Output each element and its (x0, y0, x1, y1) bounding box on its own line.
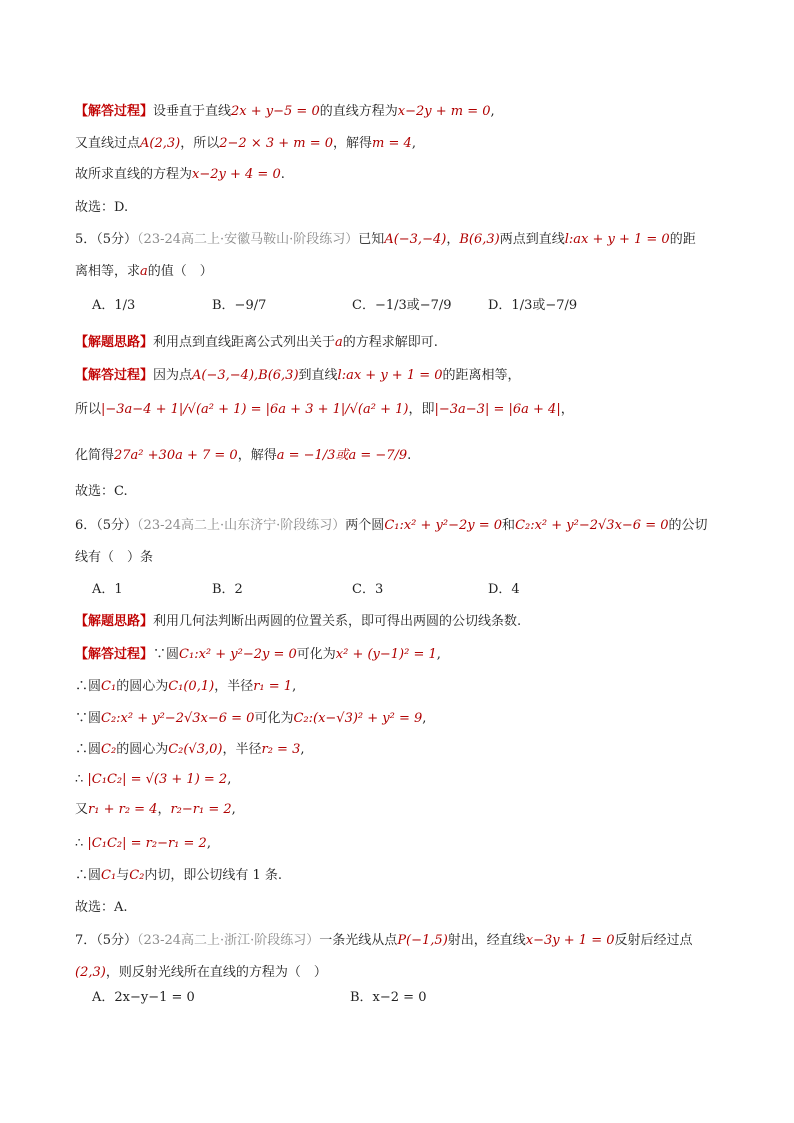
math-expression: a = −1/3或a = −7/9 (276, 448, 408, 463)
text-span: 所以 (75, 402, 102, 417)
text-line (75, 740, 304, 760)
text-span: 故选：C. (75, 484, 128, 499)
math-expression: A(2,3) (140, 136, 181, 151)
text-span: 内切，即公切线有 1 条. (144, 868, 283, 883)
text-line (75, 516, 708, 536)
math-expression: A(−3,−4),B(6,3) (192, 368, 299, 383)
text-span: 因为点 (153, 368, 193, 383)
math-expression: C₁ (101, 679, 117, 694)
text-span: ∴圆 (75, 868, 102, 883)
text-span: ∴ (75, 772, 88, 787)
math-expression: l:ax + y + 1 = 0 (564, 232, 670, 247)
text-span: 的值（ ） (147, 264, 213, 279)
text-span: 已知 (358, 232, 385, 247)
text-span: 故选：A. (75, 900, 128, 915)
math-expression: A(−3,−4) (384, 232, 447, 247)
math-expression: r₁ + r₂ = 4 (88, 802, 158, 817)
text-span: 故所求直线的方程为 (75, 167, 193, 182)
text-span: . (407, 448, 412, 463)
section-label: 【解答过程】 (75, 368, 154, 383)
text-line (75, 333, 438, 353)
text-span: 射出，经直线 (447, 933, 526, 948)
text-span: 两个圆 (345, 518, 385, 533)
math-expression: B(6,3) (459, 232, 500, 247)
math-expression: r₂−r₁ = 2 (170, 802, 232, 817)
math-expression: a (140, 264, 148, 279)
math-expression: x−2y + m = 0 (397, 104, 491, 119)
option-a: A．2x−y−1 = 0 (92, 990, 195, 1005)
text-span: 的圆心为 (116, 679, 169, 694)
option-d: D．1/3或−7/9 (488, 298, 578, 313)
text-span: , (292, 679, 297, 694)
text-span: ∴圆 (75, 679, 102, 694)
text-span: ∴ (75, 836, 88, 851)
text-span: 线有（ ）条 (75, 550, 154, 565)
math-expression: (2,3) (75, 965, 106, 980)
text-line (75, 446, 411, 466)
option-b: B．2 (212, 582, 243, 597)
text-span: ，所以 (180, 136, 220, 151)
text-span: 一条光线从点 (319, 933, 398, 948)
text-span: 离相等，求 (75, 264, 141, 279)
math-expression: C₂:x² + y²−2√3x−6 = 0 (101, 711, 255, 726)
text-span: , (436, 647, 441, 662)
text-span: 的圆心为 (116, 742, 169, 757)
text-line (75, 677, 296, 697)
math-expression: C₂ (129, 868, 145, 883)
text-line (75, 898, 128, 918)
math-expression: C₂ (101, 742, 117, 757)
text-span: 两点到直线 (499, 232, 565, 247)
text-span: 和 (502, 518, 516, 533)
text-span: , (206, 836, 211, 851)
text-span: 故选：D. (75, 200, 129, 215)
section-label: 【解答过程】 (75, 647, 154, 662)
option-b: B．−9/7 (212, 298, 267, 313)
text-span: 利用点到直线距离公式列出关于 (153, 335, 336, 350)
text-span: , (231, 802, 236, 817)
option-c: C．3 (352, 582, 384, 597)
math-expression: x² + (y−1)² = 1 (335, 647, 437, 662)
text-span: ，则反射光线所在直线的方程为（ ） (105, 965, 327, 980)
text-line (75, 262, 213, 282)
text-span: ，解得 (237, 448, 277, 463)
text-line (75, 834, 211, 854)
text-line (75, 770, 231, 790)
text-line (75, 165, 285, 185)
text-span: , (411, 136, 416, 151)
math-expression: 27a² +30a + 7 = 0 (114, 448, 238, 463)
math-expression: l:ax + y + 1 = 0 (337, 368, 443, 383)
math-expression: x−3y + 1 = 0 (525, 933, 615, 948)
text-line (75, 645, 441, 665)
option-b: B．x−2 = 0 (350, 990, 427, 1005)
text-span: 到直线 (298, 368, 338, 383)
text-line (75, 366, 521, 386)
question-source: （23-24高二上·安徽马鞍山·阶段练习） (137, 232, 359, 247)
text-span: 可化为 (254, 711, 294, 726)
math-expression: C₁ (101, 868, 117, 883)
text-span: 可化为 (296, 647, 336, 662)
text-line (75, 800, 236, 820)
text-span: ∴圆 (75, 742, 102, 757)
question-number: 5．（5分） (75, 232, 138, 247)
section-label: 【解答过程】 (75, 104, 154, 119)
text-span: 的直线方程为 (319, 104, 398, 119)
text-span: ，解得 (333, 136, 373, 151)
math-expression: |C₁C₂| = r₂−r₁ = 2 (87, 836, 207, 851)
question-number: 6．（5分） (75, 518, 138, 533)
text-span: ，即 (408, 402, 435, 417)
text-span: 利用几何法判断出两圆的位置关系，即可得出两圆的公切线条数. (153, 614, 522, 629)
option-a: A．1 (92, 582, 123, 597)
math-expression: C₂(√3,0) (168, 742, 223, 757)
text-span: ∵圆 (75, 711, 102, 726)
text-span: 的方程求解即可. (342, 335, 438, 350)
question-number: 7．（5分） (75, 933, 138, 948)
math-expression: C₂:x² + y²−2√3x−6 = 0 (515, 518, 669, 533)
math-expression: |−3a−3| = |6a + 4| (434, 402, 561, 417)
text-span: . (280, 167, 285, 182)
text-line (75, 482, 128, 502)
math-expression: P(−1,5) (397, 933, 448, 948)
math-expression: x−2y + 4 = 0 (192, 167, 281, 182)
section-label: 【解题思路】 (75, 614, 154, 629)
math-expression: C₁:x² + y²−2y = 0 (179, 647, 297, 662)
math-expression: |C₁C₂| = √(3 + 1) = 2 (87, 772, 228, 787)
question-source: （23-24高二上·浙江·阶段练习） (137, 933, 320, 948)
text-span: 的距 (669, 232, 696, 247)
text-span: 设垂直于直线 (153, 104, 232, 119)
math-expression: m = 4 (372, 136, 412, 151)
text-span: 与 (116, 868, 130, 883)
section-label: 【解题思路】 (75, 335, 154, 350)
text-line (75, 866, 282, 886)
text-line (75, 198, 128, 218)
text-span: 化简得 (75, 448, 115, 463)
text-line (75, 612, 521, 632)
text-line (75, 134, 416, 154)
text-span: 又 (75, 802, 89, 817)
text-line (75, 709, 426, 729)
text-span: , (422, 711, 427, 726)
option-d: D．4 (488, 582, 520, 597)
math-expression: 2x + y−5 = 0 (231, 104, 320, 119)
text-line (75, 230, 696, 250)
text-line (75, 931, 693, 951)
text-span: , (300, 742, 305, 757)
math-expression: r₂ = 3 (261, 742, 301, 757)
question-source: （23-24高二上·山东济宁·阶段练习） (137, 518, 346, 533)
text-line (75, 963, 327, 983)
math-expression: C₂:(x−√3)² + y² = 9 (293, 711, 423, 726)
option-c: C．−1/3或−7/9 (352, 298, 452, 313)
text-span: 的公切 (668, 518, 708, 533)
text-span: ， (446, 232, 460, 247)
text-span: ，半径 (214, 679, 254, 694)
text-span: , (490, 104, 495, 119)
text-span: , (227, 772, 232, 787)
text-line (75, 548, 153, 568)
option-a: A．1/3 (92, 298, 136, 313)
text-span: 又直线过点 (75, 136, 141, 151)
text-line (75, 400, 574, 420)
text-span: ∵圆 (153, 647, 180, 662)
text-span: 的距离相等， (442, 368, 521, 383)
text-line (75, 102, 495, 122)
math-expression: C₁(0,1) (168, 679, 215, 694)
math-expression: r₁ = 1 (253, 679, 293, 694)
math-expression: 2−2 × 3 + m = 0 (219, 136, 334, 151)
text-span: 反射后经过点 (614, 933, 693, 948)
math-expression: a (335, 335, 343, 350)
text-span: ， (157, 802, 171, 817)
math-expression: C₁:x² + y²−2y = 0 (384, 518, 503, 533)
text-span: ， (560, 402, 574, 417)
math-expression: |−3a−4 + 1|/√(a² + 1) = |6a + 3 + 1|/√(a² + 1) (101, 402, 409, 417)
text-span: ，半径 (222, 742, 262, 757)
